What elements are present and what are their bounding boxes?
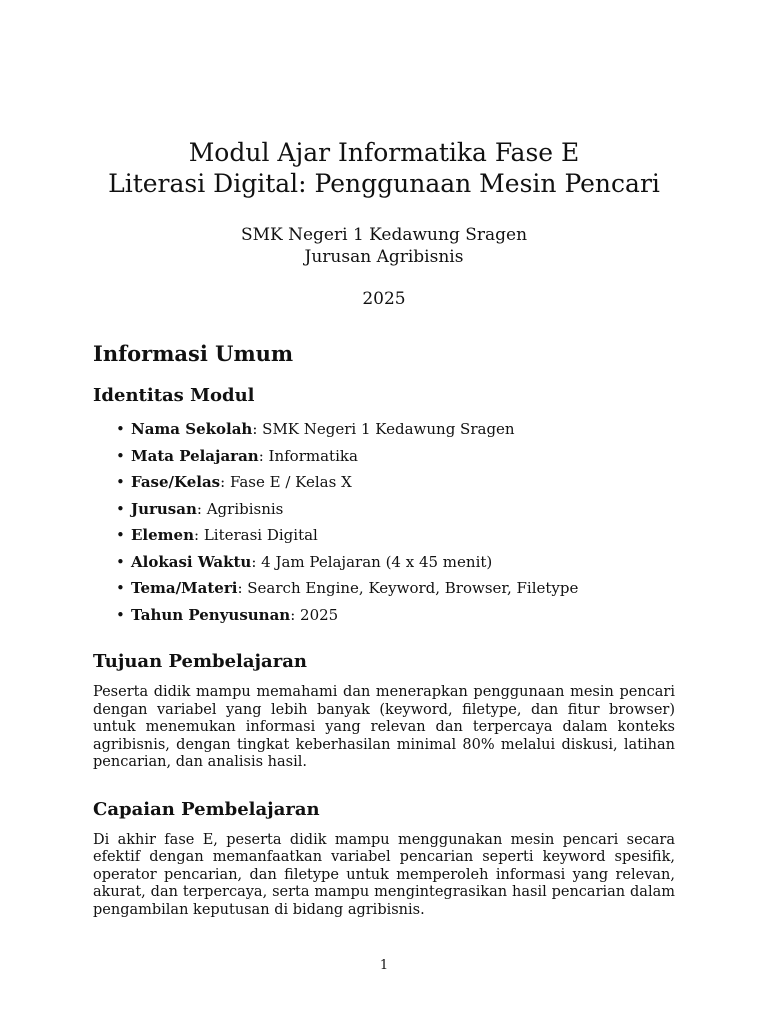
list-item [116, 496, 675, 523]
tujuan-paragraph: Peserta didik mampu memahami dan menerapkan penggunaan mesin pencari dengan variabel yang lebih banyak (keyword, filetype, dan fitur browser) untuk menemukan informasi yang relevan dan terpercaya dalam konteks agribisnis, dengan tingkat keberhasilan minimal 80% melalui diskusi, latihan pencarian, dan analisis hasil. [93, 684, 675, 770]
item-key: Jurusan [131, 499, 197, 518]
item-key: Alokasi Waktu [131, 552, 252, 571]
list-item [116, 549, 675, 576]
item-value: : Agribisnis [196, 499, 284, 518]
item-value: : 4 Jam Pelajaran (4 x 45 menit) [251, 552, 493, 571]
document-page [93, 0, 675, 919]
subsection-heading-capaian: Capaian Pembelajaran [93, 798, 320, 820]
bullet-icon: • [116, 473, 125, 491]
bullet-icon: • [116, 420, 125, 438]
document-title [93, 137, 675, 199]
subsection-heading-tujuan: Tujuan Pembelajaran [93, 651, 307, 672]
bullet-icon: • [116, 605, 125, 624]
item-value: : Informatika [258, 446, 358, 465]
capaian-paragraph: Di akhir fase E, peserta didik mampu menggunakan mesin pencari secara efektif dengan memanfaatkan variabel pencarian seperti keyword spesifik, operator pencarian, dan filetype untuk memperoleh informasi yang relevan, akurat, dan terpercaya, serta mampu mengintegrasikan hasil pencarian dalam pengambilan keputusan di bidang agribisnis. [93, 831, 675, 918]
document-year: 2025 [362, 289, 406, 309]
list-item [116, 469, 675, 496]
department-name: Jurusan Agribisnis [304, 247, 464, 267]
item-key: Elemen [131, 526, 194, 544]
list-item [116, 443, 675, 470]
bullet-icon: • [116, 446, 125, 465]
title-line-1: Modul Ajar Informatika Fase E [188, 138, 580, 167]
item-value: : Literasi Digital [194, 526, 318, 544]
identity-list [93, 416, 675, 628]
subsection-heading-identitas: Identitas Modul [93, 385, 255, 406]
bullet-icon: • [116, 499, 125, 518]
title-line-2: Literasi Digital: Penggunaan Mesin Pencari [108, 169, 660, 198]
section-heading-informasi-umum: Informasi Umum [93, 341, 294, 366]
page-number: 1 [379, 958, 389, 973]
bullet-icon: • [116, 552, 125, 571]
bullet-icon: • [116, 579, 125, 597]
list-item [116, 602, 675, 629]
school-name: SMK Negeri 1 Kedawung Sragen [240, 225, 528, 245]
item-key: Fase/Kelas [131, 473, 221, 491]
item-value: : 2025 [290, 605, 339, 624]
item-value: : Search Engine, Keyword, Browser, Filetype [237, 579, 579, 597]
list-item [116, 416, 675, 443]
item-key: Mata Pelajaran [131, 446, 259, 465]
list-item [116, 575, 675, 602]
bullet-icon: • [116, 526, 125, 544]
item-key: Tema/Materi [131, 579, 238, 597]
list-item [116, 522, 675, 549]
item-key: Nama Sekolah [131, 420, 253, 438]
item-value: : Fase E / Kelas X [220, 473, 352, 491]
document-subtitle [93, 224, 675, 268]
item-key: Tahun Penyusunan [131, 605, 291, 624]
item-value: : SMK Negeri 1 Kedawung Sragen [252, 420, 515, 438]
